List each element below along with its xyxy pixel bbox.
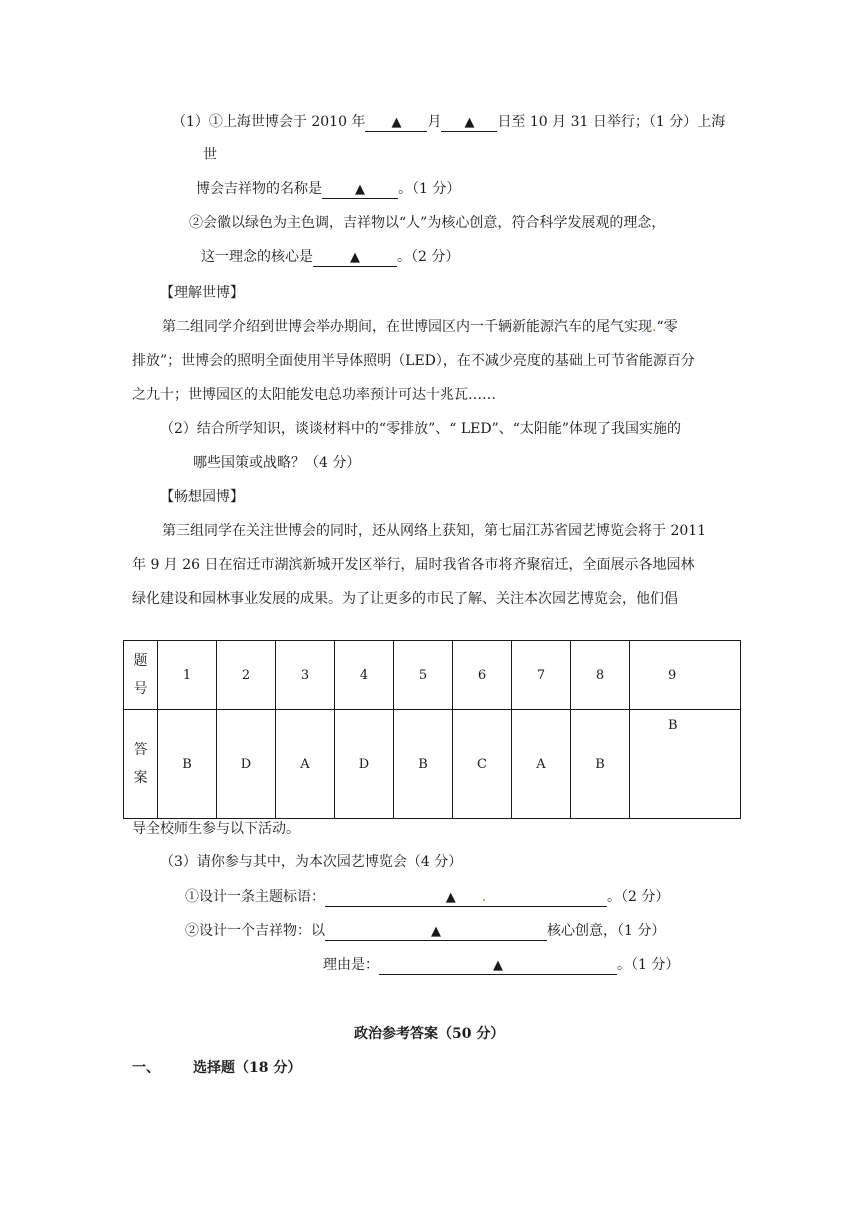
table-cell-answer: B [571, 710, 630, 819]
section2-para-line3: 之九十；世博园区的太阳能发电总功率预计可达十兆瓦…… [132, 387, 496, 403]
q3-slogan-score: 。（2 分） [607, 889, 670, 905]
table-cell-number: 2 [217, 641, 276, 710]
table-row-answers [124, 710, 741, 819]
table-cell-number: 7 [512, 641, 571, 710]
q1-text-b: 月 [427, 114, 442, 130]
section2-para-dot: . [652, 319, 657, 335]
section2-para-text: 第二组同学介绍到世博会举办期间，在世博园区内一千辆新能源汽车的尾气实现 [162, 319, 652, 335]
q3-reason [323, 955, 679, 975]
q3-intro: （3）请你参与其中，为本次园艺博览会（4 分） [160, 854, 463, 870]
answer-table [123, 640, 741, 819]
section2-para-line1 [162, 317, 678, 337]
q1-mascot-label: 博会吉祥物的名称是 [196, 181, 322, 197]
q1-blank-day [441, 113, 497, 132]
q3-slogan-label: ①设计一条主题标语： [185, 889, 325, 905]
q3-mascot [185, 921, 665, 941]
table-cell-answer: A [512, 710, 571, 819]
table-cell-answer: B [630, 710, 741, 819]
table-row-numbers [124, 641, 741, 710]
q1-line4 [201, 247, 459, 267]
q1-line2 [196, 179, 460, 199]
triangle-marker-icon: ▲ [493, 958, 503, 973]
table-cell-number: 4 [335, 641, 394, 710]
triangle-marker-icon: ▲ [350, 250, 360, 265]
triangle-marker-icon: ▲ [464, 115, 475, 130]
table-cell-answer: B [158, 710, 217, 819]
q1-blank-month [365, 113, 427, 132]
table-cell-answer: D [335, 710, 394, 819]
section3-heading: 【畅想园博】 [160, 489, 244, 505]
section3-para-line1: 第三组同学在关注世博会的同时，还从网络上获知，第七届江苏省园艺博览会将于 2011 [162, 523, 707, 539]
q3-slogan [185, 887, 669, 907]
section2-heading: 【理解世博】 [160, 285, 244, 301]
q3-blank-mascot [325, 922, 547, 941]
q1-text-c: 日至 10 月 31 日举行；（1 分）上海 [497, 114, 726, 130]
q1-line1-wrap: 世 [203, 147, 217, 163]
q1-core-label: 这一理念的核心是 [201, 249, 313, 265]
q1-line3: ②会徽以绿色为主色调，吉祥物以“人”为核心创意，符合科学发展观的理念， [189, 215, 666, 231]
q3-mascot-score: 核心创意，（1 分） [547, 923, 666, 939]
table-cell-number: 8 [571, 641, 630, 710]
q3-blank-slogan [325, 888, 607, 907]
q1-mascot-score: 。（1 分） [398, 181, 461, 197]
q3-reason-score: 。（1 分） [617, 957, 680, 973]
table-cell-answer: D [217, 710, 276, 819]
table-cell-number: 5 [394, 641, 453, 710]
triangle-marker-icon: ▲ [445, 890, 456, 905]
q1-core-score: 。（2 分） [397, 249, 460, 265]
table-cell-number: 3 [276, 641, 335, 710]
q3-reason-label: 理由是： [323, 957, 379, 973]
section3-para-line4: 导全校师生参与以下活动。 [132, 821, 300, 837]
triangle-marker-icon: ▲ [355, 182, 365, 197]
answer-key-title: 政治参考答案（50 分） [354, 1026, 505, 1042]
table-cell-answer: B [394, 710, 453, 819]
answer-key-section-number: 一、 [132, 1060, 160, 1076]
table-cell-number: 9 [630, 641, 741, 710]
q1-line1 [172, 112, 725, 132]
table-header-answer: 答 案 [124, 710, 158, 819]
q2-line1: （2）结合所学知识，谈谈材料中的“零排放”、“ LED”、“太阳能”体现了我国实施的 [160, 421, 682, 437]
q1-blank-core [313, 248, 397, 267]
answer-key-section-title: 选择题（18 分） [193, 1060, 302, 1076]
section3-para-line2: 年 9 月 26 日在宿迁市湖滨新城开发区举行，届时我省各市将齐聚宿迁，全面展示各地园林 [132, 557, 695, 573]
q3-mascot-label: ②设计一个吉祥物：以 [185, 923, 325, 939]
table-cell-answer: C [453, 710, 512, 819]
q2-line2: 哪些国策或战略？（4 分） [193, 455, 361, 471]
table-header-number: 题 号 [124, 641, 158, 710]
q1-text-a: （1）①上海世博会于 2010 年 [172, 114, 366, 130]
table-cell-number: 1 [158, 641, 217, 710]
q3-slogan-dot: . [481, 889, 487, 905]
section3-para-line3: 绿化建设和园林事业发展的成果。为了让更多的市民了解、关注本次园艺博览会，他们倡 [132, 591, 678, 607]
triangle-marker-icon: ▲ [431, 924, 441, 939]
q3-blank-reason [379, 956, 617, 975]
table-cell-number: 6 [453, 641, 512, 710]
triangle-marker-icon: ▲ [391, 115, 402, 130]
q1-blank-mascot [322, 180, 398, 199]
section2-para-line2: 排放”；世博会的照明全面使用半导体照明（LED），在不减少亮度的基础上可节省能源百分 [132, 353, 695, 369]
table-cell-answer: A [276, 710, 335, 819]
section2-para-end: “零 [656, 319, 678, 335]
